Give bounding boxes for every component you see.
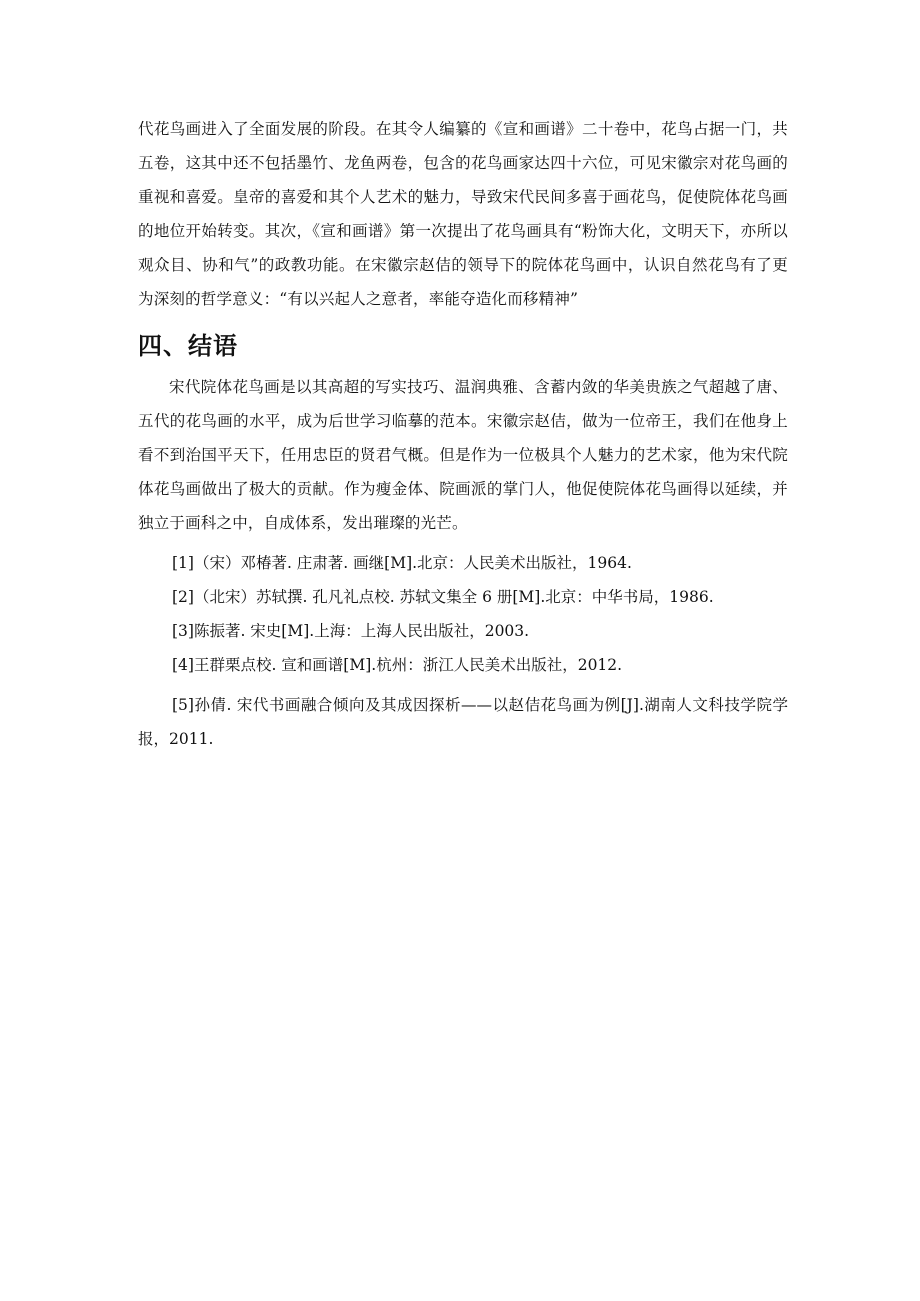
section-heading-conclusion: 四、结语	[138, 332, 238, 360]
reference-item-3: [3]陈振著. 宋史[M].上海：上海人民出版社，2003.	[172, 622, 530, 640]
document-page	[138, 112, 788, 756]
reference-list	[138, 546, 788, 756]
reference-item-5: [5]孙倩. 宋代书画融合倾向及其成因探析——以赵佶花鸟画为例[J].湖南人文科技学院学报，2011.	[138, 696, 788, 748]
reference-item-2: [2]（北宋）苏轼撰. 孔凡礼点校. 苏轼文集全 6 册[M].北京：中华书局，1986.	[172, 588, 714, 606]
conclusion-paragraph: 宋代院体花鸟画是以其高超的写实技巧、温润典雅、含蓄内敛的华美贵族之气超越了唐、五代的花鸟画的水平，成为后世学习临摹的范本。宋徽宗赵佶，做为一位帝王，我们在他身上看不到治国平天下，任用忠臣的贤君气概。但是作为一位极具个人魅力的艺术家，他为宋代院体花鸟画做出了极大的贡献。作为瘦金体、院画派的掌门人，他促使院体花鸟画得以延续，并独立于画科之中，自成体系，发出璀璨的光芒。	[138, 378, 788, 532]
reference-item-4: [4]王群栗点校. 宣和画谱[M].杭州：浙江人民美术出版社，2012.	[172, 656, 623, 674]
reference-item-1: [1]（宋）邓椿著. 庄肃著. 画继[M].北京：人民美术出版社，1964.	[172, 554, 632, 572]
intro-paragraph: 代花鸟画进入了全面发展的阶段。在其令人编纂的《宣和画谱》二十卷中，花鸟占据一门，共五卷，这其中还不包括墨竹、龙鱼两卷，包含的花鸟画家达四十六位，可见宋徽宗对花鸟画的重视和喜爱。皇帝的喜爱和其个人艺术的魅力，导致宋代民间多喜于画花鸟，促使院体花鸟画的地位开始转变。其次，《宣和画谱》第一次提出了花鸟画具有“粉饰大化，文明天下，亦所以观众目、协和气”的政教功能。在宋徽宗赵佶的领导下的院体花鸟画中，认识自然花鸟有了更为深刻的哲学意义：“有以兴起人之意者，率能夺造化而移精神”	[138, 120, 788, 308]
